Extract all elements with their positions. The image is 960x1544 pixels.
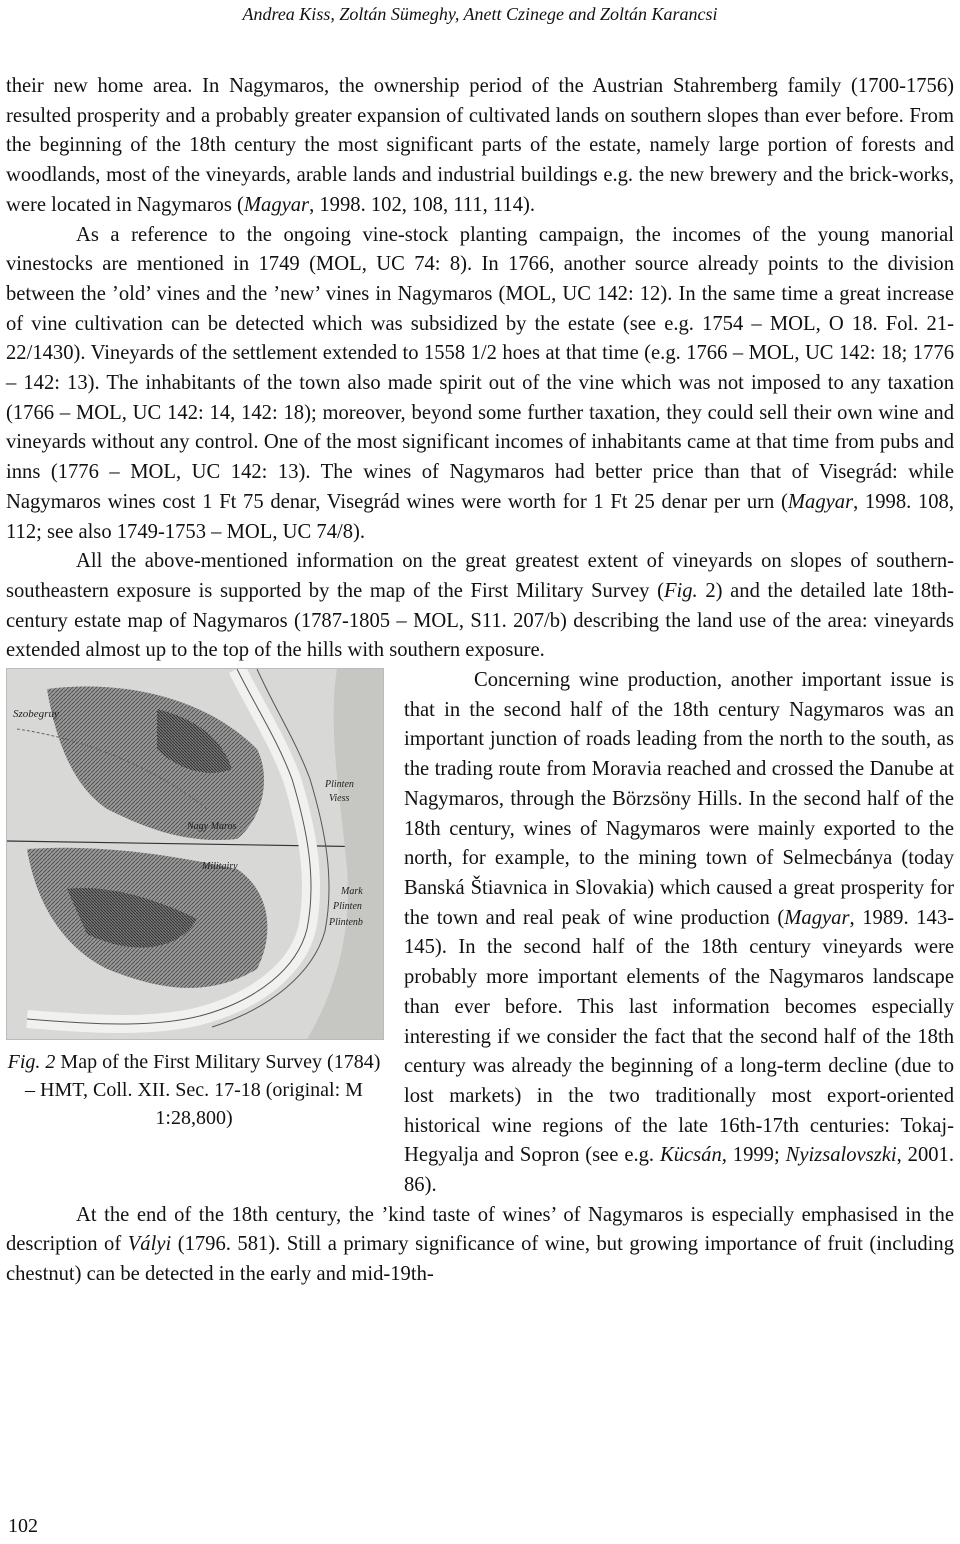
map-label-top-left: Szobegruy	[13, 708, 59, 721]
page-number: 102	[8, 1515, 38, 1537]
paragraph-1: their new home area. In Nagymaros, the ownership period of the Austrian Stahremberg family (1700-1756) resulted prosperity and a probably greater expansion of cultivated lands on southern slopes than ever before. From the beginning of the 18th century the most significant parts of the estate, namely large portion of forests and woodlands, most of the vineyards, arable lands and industrial buildings e.g. the new brewery and the brick-works, were located in Nagymaros (Magyar, 1998. 102, 108, 111, 114).	[6, 75, 954, 216]
military-survey-map	[6, 668, 384, 1040]
paragraph-2: As a reference to the ongoing vine-stock planting campaign, the incomes of the young manorial vinestocks are mentioned in 1749 (MOL, UC 74: 8). In 1766, another source already points to the division between the ’old’ vines and the ’new’ vines in Nagymaros (MOL, UC 142: 12). In the same time a great increase of vine cultivation can be detected which was subsidized by the estate (see e.g. 1754 – MOL, O 18. Fol. 21-22/1430). Vineyards of the settlement extended to 1558 1/2 hoes at that time (e.g. 1766 – MOL, UC 142: 18; 1776 – 142: 13). The inhabitants of the town also made spirit out of the vine which was not imposed to any taxation (1766 – MOL, UC 142: 14, 142: 18); moreover, beyond some further taxation, they could sell their own wine and vineyards without any control. One of the most significant incomes of inhabitants came at that time from pubs and inns (1776 – MOL, UC 142: 13). The wines of Nagymaros had better price than that of Visegrád: while Nagymaros wines cost 1 Ft 75 denar, Visegrád wines were worth for 1 Ft 25 denar per urn (Magyar, 1998. 108, 112; see also 1749-1753 – MOL, UC 74/8).	[6, 223, 954, 543]
paragraph-5: At the end of the 18th century, the ’kind taste of wines’ of Nagymaros is especially emphasised in the description of Vályi (1796. 581). Still a primary significance of wine, but growing importance of fruit (including chestnut) can be detected in the early and mid-19th-	[6, 1203, 954, 1286]
map-label-town: Nagy Maros	[187, 821, 237, 833]
map-label-right-mid-1: Mark	[341, 886, 363, 898]
map-label-right-top-1: Plinten	[325, 779, 354, 791]
map-label-mid: Militairy	[202, 861, 238, 873]
paragraph-4: Concerning wine production, another important issue is that in the second half of the 18th century Nagymaros was an important junction of roads leading from the north to the south, as the trading route from Moravia reached and crossed the Danube at Nagymaros, through the Börzsöny Hills. In the second half of the 18th century, wines of Nagymaros were mainly exported to the north, for example, to the mining town of Selmecbánya (today Banská Štiavnica in Slovakia) which caused a great prosperity for the town and real peak of wine production (Magyar, 1989. 143-145). In the second half of the 18th century vineyards were probably more important elements of the Nagymaros landscape than ever before. This last information becomes especially interesting if we consider the fact that the second half of the 18th century was already the beginning of a long-term decline (due to lost markets) in the two traditionally most export-oriented historical wine regions of the late 16th-17th centuries: Tokaj-Hegyalja and Sopron (see e.g. Kücsán, 1999; Nyizsalovszki, 2001. 86).	[404, 669, 954, 1197]
paragraph-3: All the above-mentioned information on the great greatest extent of vineyards on slopes of southern-southeastern exposure is supported by the map of the First Military Survey (Fig. 2) and the detailed late 18th-century estate map of Nagymaros (1787-1805 – MOL, S11. 207/b) describing the land use of the area: vineyards extended almost up to the top of the hills with southern exposure.	[6, 550, 954, 662]
body-text	[6, 72, 954, 1290]
figure-caption: Fig. 2 Map of the First Military Survey (1784) – HMT, Coll. XII. Sec. 17-18 (original: M 1:28,800)	[7, 1051, 381, 1130]
map-label-right-mid-3: Plintenb	[329, 917, 363, 929]
map-label-right-top-2: Viess	[329, 793, 350, 805]
figure-2	[6, 668, 386, 1178]
map-label-right-mid-2: Plinten	[333, 901, 362, 913]
running-header: Andrea Kiss, Zoltán Sümeghy, Anett Czinege and Zoltán Karancsi	[242, 4, 718, 24]
